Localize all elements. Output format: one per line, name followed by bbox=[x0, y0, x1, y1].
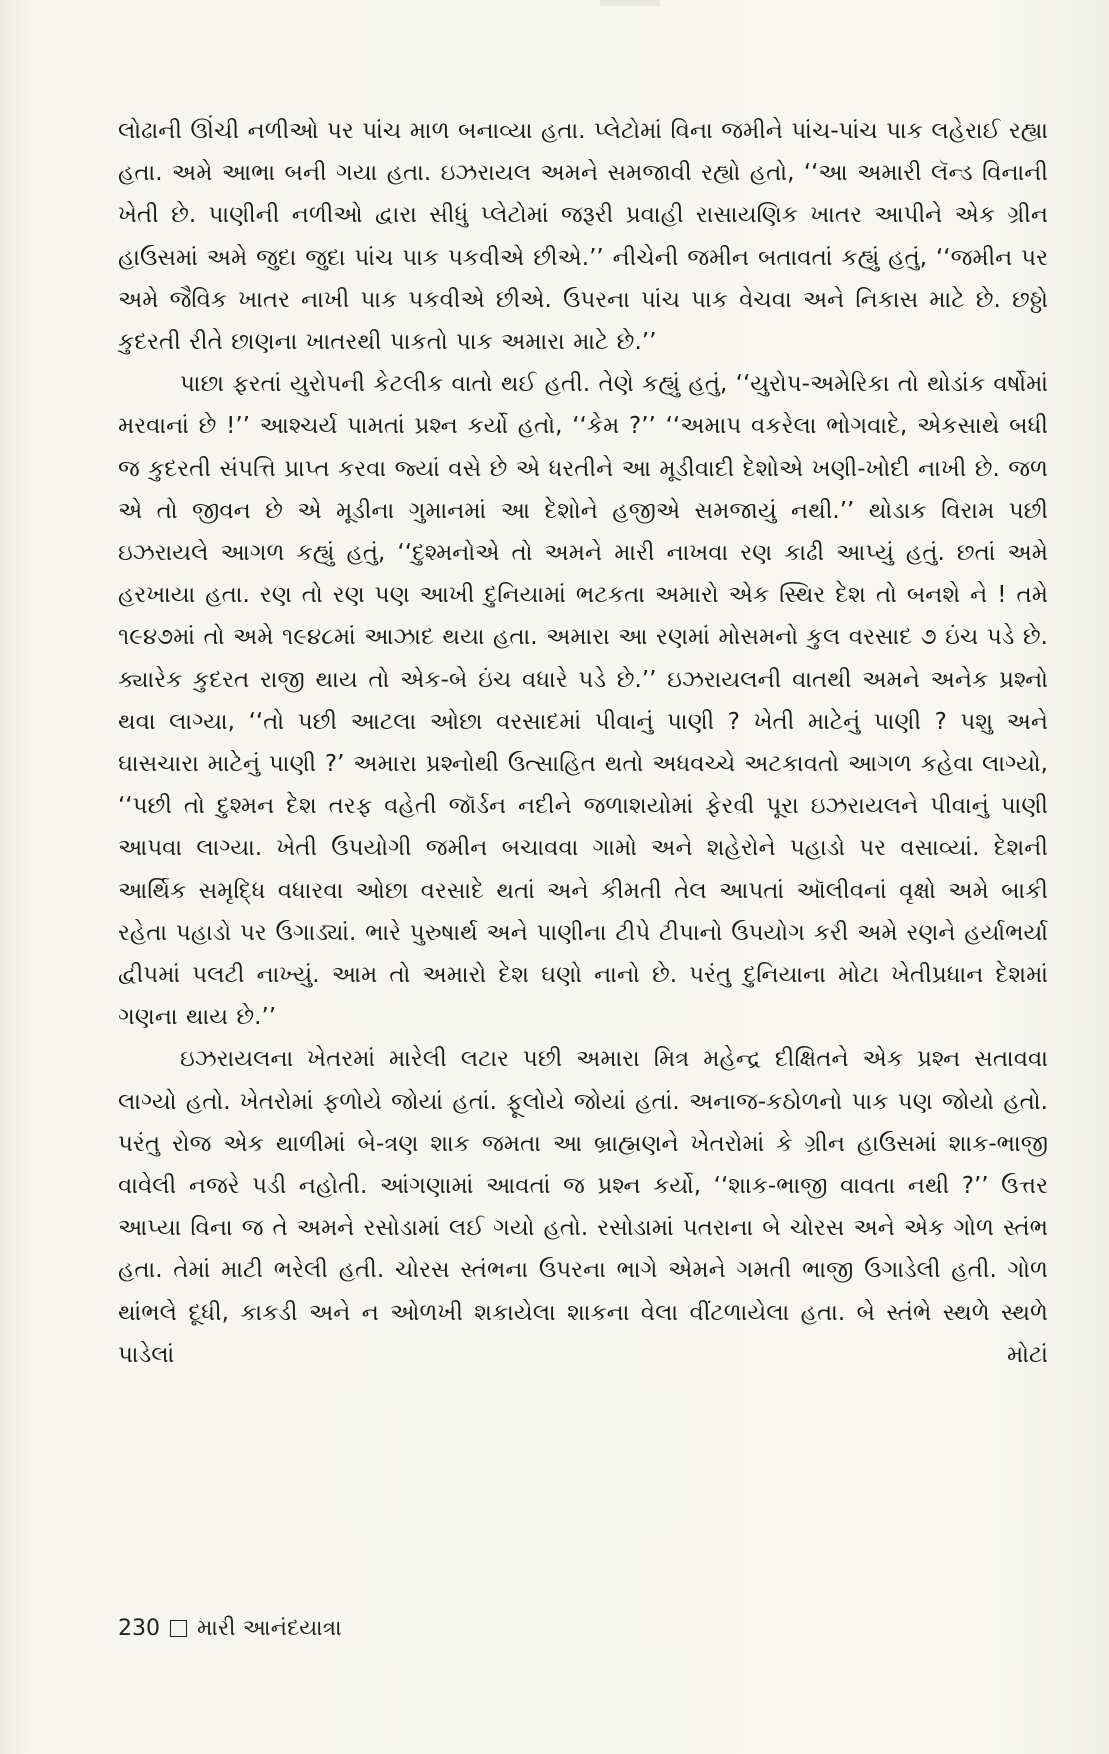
paragraph-3: ઇઝરાયલના ખેતરમાં મારેલી લટાર પછી અમારા મિત્ર મહેન્દ્ર દીક્ષિતને એક પ્રશ્ન સતાવવા લાગ્યો હતો. ખેતરોમાં ફળોયે જોયાં હતાં. ફૂલોયે જોયાં હતાં. અનાજ-કઠોળનો પાક પણ જોયો હતો. પરંતુ રોજ એક થાળીમાં બે-ત્રણ શાક જમતા આ બ્રાહ્મણને ખેતરોમાં કે ગ્રીન હાઉસમાં શાક-ભાજી વાવેલી નજરે પડી નહોતી. આંગણામાં આવતાં જ પ્રશ્ન કર્યો, ‘‘શાક-ભાજી વાવતા નથી ?’’ ઉત્તર આપ્યા વિના જ તે અમને રસોડામાં લઈ ગયો હતો. રસોડામાં પતરાના બે ચોરસ અને એક ગોળ સ્તંભ હતા. તેમાં માટી ભરેલી હતી. ચોરસ સ્તંભના ઉપરના ભાગે એમને ગમતી ભાજી ઉગાડેલી હતી. ગોળ થાંભલે દૂધી, કાકડી અને ન ઓળખી શકાયેલા શાકના વેલા વીંટળાયેલા હતા. બે સ્તંભે સ્થળે સ્થળે પાડેલાં મોટાં bbox=[118, 1046, 1048, 1368]
book-title: મારી આનંદયાત્રા bbox=[197, 1616, 342, 1641]
paragraph-2: પાછા ફરતાં યુરોપની કેટલીક વાતો થઈ હતી. તેણે કહ્યું હતું, ‘‘યુરોપ-અમેરિકા તો થોડાંક વર્ષોમાં મરવાનાં છે !’’ આશ્ચર્ય પામતાં પ્રશ્ન કર્યો હતો, ‘‘કેમ ?’’ ‘‘અમાપ વકરેલા ભોગવાદે, એકસાથે બધી જ કુદરતી સંપત્તિ પ્રાપ્ત કરવા જ્યાં વસે છે એ ધરતીને આ મૂડીવાદી દેશોએ ખણી-ખોદી નાખી છે. જળ એ તો જીવન છે એ મૂડીના ગુમાનમાં આ દેશોને હજીએ સમજાયું નથી.’’ થોડાક વિરામ પછી ઇઝરાયલે આગળ કહ્યું હતું, ‘‘દુશ્મનોએ તો અમને મારી નાખવા રણ કાઢી આપ્યું હતું. છતાં અમે હરખાયા હતા. રણ તો રણ પણ આખી દુનિયામાં ભટકતા અમારો એક સ્થિર દેશ તો બનશે ને ! તમે ૧૯૪૭માં તો અમે ૧૯૪૮માં આઝાદ થયા હતા. અમારા આ રણમાં મોસમનો કુલ વરસાદ ૭ ઇંચ પડે છે. ક્યારેક કુદરત રાજી થાય તો એક-બે ઇંચ વધારે પડે છે.’’ ઇઝરાયલની વાતથી અમને અનેક પ્રશ્નો થવા લાગ્યા, ‘‘તો પછી આટલા ઓછા વરસાદમાં પીવાનું પાણી ? ખેતી માટેનું પાણી ? પશુ અને ઘાસચારા માટેનું પાણી ?’ અમારા પ્રશ્નોથી ઉત્સાહિત થતો અધવચ્ચે અટકાવતો આગળ કહેવા લાગ્યો, ‘‘પછી તો દુશ્મન દેશ તરફ વહેતી જૉર્ડન નદીને જળાશયોમાં ફેરવી પૂરા ઇઝરાયલને પીવાનું પાણી આપવા લાગ્યા. ખેતી ઉપયોગી જમીન બચાવવા ગામો અને શહેરોને પહાડો પર વસાવ્યાં. દેશની આર્થિક સમૃદ્ધિ વધારવા ઓછા વરસાદે થતાં અને કીમતી તેલ આપતાં ઑલીવનાં વૃક્ષો અમે બાકી રહેતા પહાડો પર ઉગાડ્યાં. ભારે પુરુષાર્થ અને પાણીના ટીપે ટીપાનો ઉપયોગ કરી અમે રણને હર્યાભર્યા દ્વીપમાં પલટી નાખ્યું. આમ તો અમારો દેશ ઘણો નાનો છે. પરંતુ દુનિયાના મોટા ખેતીપ્રધાન દેશમાં ગણના થાય છે.’’ bbox=[118, 371, 1048, 1031]
paragraph-1: લોઢાની ઊંચી નળીઓ પર પાંચ માળ બનાવ્યા હતા. પ્લેટોમાં વિના જમીને પાંચ-પાંચ પાક લહેરાઈ રહ્યા હતા. અમે આભા બની ગયા હતા. ઇઝરાયલ અમને સમજાવી રહ્યો હતો, ‘‘આ અમારી લૅન્ડ વિનાની ખેતી છે. પાણીની નળીઓ દ્વારા સીધું પ્લેટોમાં જરૂરી પ્રવાહી રાસાયણિક ખાતર આપીને એક ગ્રીન હાઉસમાં અમે જુદા જુદા પાંચ પાક પકવીએ છીએ.’’ નીચેની જમીન બતાવતાં કહ્યું હતું, ‘‘જમીન પર અમે જૈવિક ખાતર નાખી પાક પકવીએ છીએ. ઉપરના પાંચ પાક વેચવા અને નિકાસ માટે છે. છઠ્ઠો કુદરતી રીતે છાણના ખાતરથી પાકતો પાક અમારા માટે છે.’’ bbox=[118, 118, 1048, 356]
page-body bbox=[118, 110, 1048, 1376]
page-footer bbox=[118, 1616, 342, 1641]
scan-mark bbox=[600, 0, 660, 6]
square-separator-icon bbox=[170, 1620, 187, 1637]
page-number: 230 bbox=[118, 1616, 160, 1641]
